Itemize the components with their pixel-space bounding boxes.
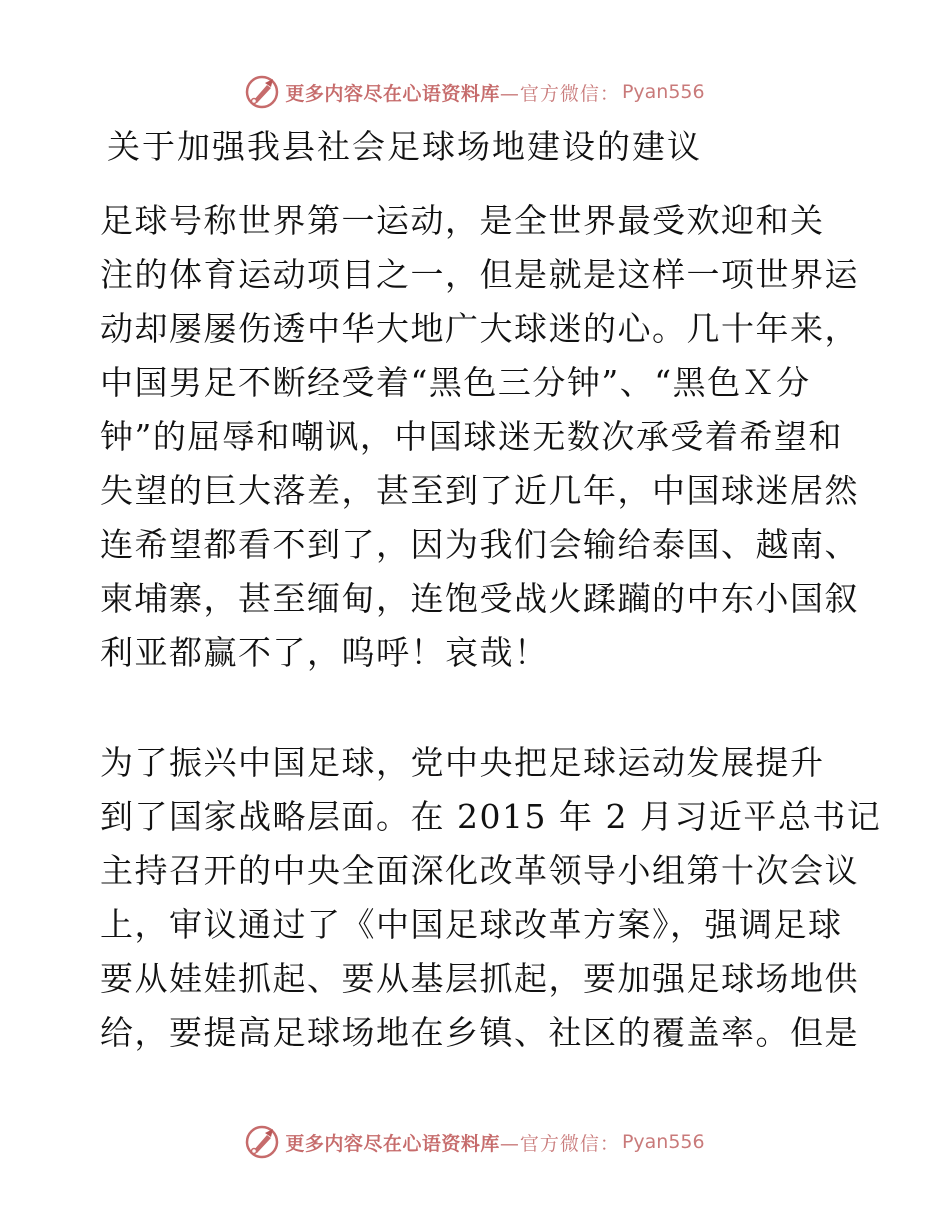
watermark-footer — [0, 1122, 950, 1162]
paragraph-line: 注的体育运动项目之一，但是就是这样一项世界运 — [100, 255, 859, 294]
paragraph-line: 中国男足不断经受着“黑色三分钟”、“黑色Ｘ分 — [100, 363, 811, 402]
paragraph-line: 钟”的屈辱和嘲讽，中国球迷无数次承受着希望和 — [100, 417, 843, 456]
paragraph-line: 足球号称世界第一运动，是全世界最受欢迎和关 — [100, 201, 825, 240]
paragraph-line: 上，审议通过了《中国足球改革方案》，强调足球 — [100, 905, 843, 944]
paragraph-line: 连希望都看不到了，因为我们会输给泰国、越南、 — [100, 525, 859, 564]
watermark-wechat-id: Pyan556 — [621, 1131, 705, 1153]
paragraph-line: 要从娃娃抓起、要从基层抓起，要加强足球场地供 — [100, 959, 859, 998]
paragraph-line: 利亚都赢不了，呜呼！哀哉！ — [100, 633, 549, 672]
pen-logo-icon — [245, 1125, 279, 1159]
watermark-wechat-id: Pyan556 — [621, 81, 705, 103]
paragraph-line: 柬埔寨，甚至缅甸，连饱受战火蹂躏的中东小国叙 — [100, 579, 859, 618]
pen-logo-icon — [245, 75, 279, 109]
watermark-brand: 更多内容尽在心语资料库 — [285, 1132, 500, 1155]
paragraph-2 — [100, 736, 882, 1060]
paragraph-1 — [100, 194, 860, 680]
paragraph-line: 为了振兴中国足球，党中央把足球运动发展提升 — [100, 743, 825, 782]
paragraph-line: 失望的巨大落差，甚至到了近几年，中国球迷居然 — [100, 471, 859, 510]
watermark-wechat-label: —官方微信： — [499, 1132, 620, 1155]
watermark-header — [0, 72, 950, 112]
watermark-brand: 更多内容尽在心语资料库 — [285, 82, 500, 105]
document-title: 关于加强我县社会足球场地建设的建议 — [107, 127, 702, 166]
paragraph-line: 到了国家战略层面。在 2015 年 2 月习近平总书记 — [100, 797, 882, 836]
paragraph-line: 动却屡屡伤透中华大地广大球迷的心。几十年来， — [100, 309, 859, 348]
watermark-wechat-label: —官方微信： — [499, 82, 620, 105]
paragraph-line: 主持召开的中央全面深化改革领导小组第十次会议 — [100, 851, 859, 890]
paragraph-line: 给，要提高足球场地在乡镇、社区的覆盖率。但是 — [100, 1013, 859, 1052]
